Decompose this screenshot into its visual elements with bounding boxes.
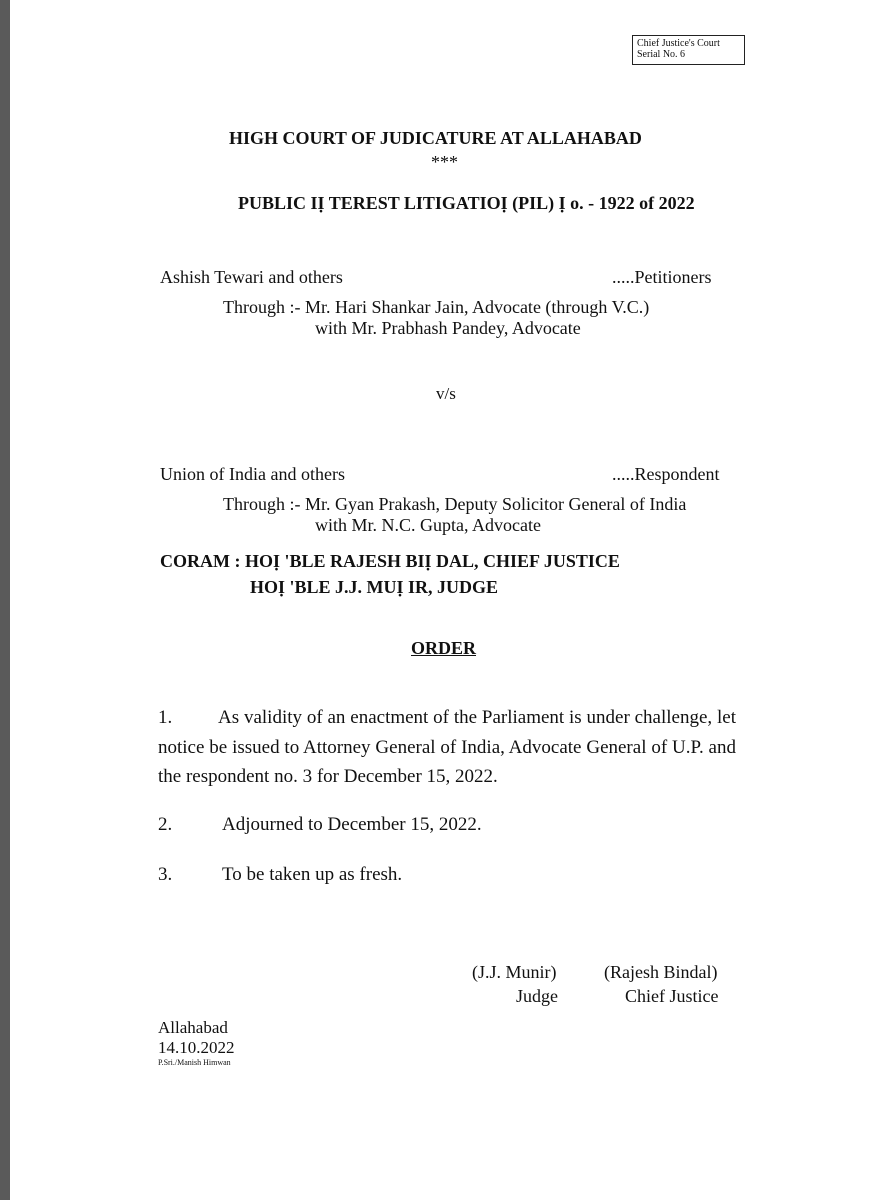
document-page: [10, 0, 873, 1200]
order-paragraph-2: [158, 810, 736, 840]
respondent-name: Union of India and others: [160, 464, 345, 484]
signature-judge-title: Judge: [516, 986, 558, 1006]
case-title: PUBLIC IỊ TEREST LITIGATIOỊ (PIL) Ị o. - 1922 of 2022: [238, 193, 695, 213]
paragraph-text: As validity of an enactment of the Parliament is under challenge, let notice be issued to Attorney General of India, Advocate General of U.P. and the respondent no. 3 for December 15, 2022.: [158, 707, 736, 787]
respondent-role: .....Respondent: [612, 464, 720, 484]
paragraph-number: 2.: [158, 814, 173, 835]
signature-cj-title: Chief Justice: [625, 986, 719, 1006]
versus: v/s: [436, 384, 456, 403]
paragraph-text: Adjourned to December 15, 2022.: [222, 814, 482, 835]
respondent-counsel-2: with Mr. N.C. Gupta, Advocate: [315, 515, 541, 535]
date: 14.10.2022: [158, 1038, 235, 1057]
paragraph-number: 1.: [158, 707, 173, 728]
serial-court: Chief Justice's Court: [637, 38, 720, 49]
serial-number: Serial No. 6: [637, 49, 686, 60]
petitioner-role: .....Petitioners: [612, 267, 712, 287]
coram-line-2: HOỊ 'BLE J.J. MUỊ IR, JUDGE: [250, 577, 499, 597]
coram-line-1: CORAM : HOỊ 'BLE RAJESH BIỊ DAL, CHIEF JUSTICE: [160, 551, 620, 571]
paragraph-number: 3.: [158, 864, 173, 885]
order-paragraph-3: [158, 860, 736, 890]
paragraph-text: To be taken up as fresh.: [222, 864, 403, 885]
separator-stars: ***: [431, 152, 458, 172]
respondent-counsel-1: Through :- Mr. Gyan Prakash, Deputy Solicitor General of India: [223, 494, 687, 514]
place: Allahabad: [158, 1018, 228, 1037]
order-heading: ORDER: [411, 638, 477, 658]
signature-judge-name: (J.J. Munir): [472, 962, 557, 982]
order-paragraph-1: [158, 703, 736, 792]
court-name: HIGH COURT OF JUDICATURE AT ALLAHABAD: [229, 128, 642, 148]
serial-box: [632, 35, 745, 65]
signature-cj-name: (Rajesh Bindal): [604, 962, 718, 982]
petitioner-name: Ashish Tewari and others: [160, 267, 343, 287]
petitioner-counsel-2: with Mr. Prabhash Pandey, Advocate: [315, 318, 581, 338]
clerk-initials: P.Sri./Manish Himwan: [158, 1058, 231, 1067]
petitioner-counsel-1: Through :- Mr. Hari Shankar Jain, Advocate (through V.C.): [223, 297, 650, 317]
